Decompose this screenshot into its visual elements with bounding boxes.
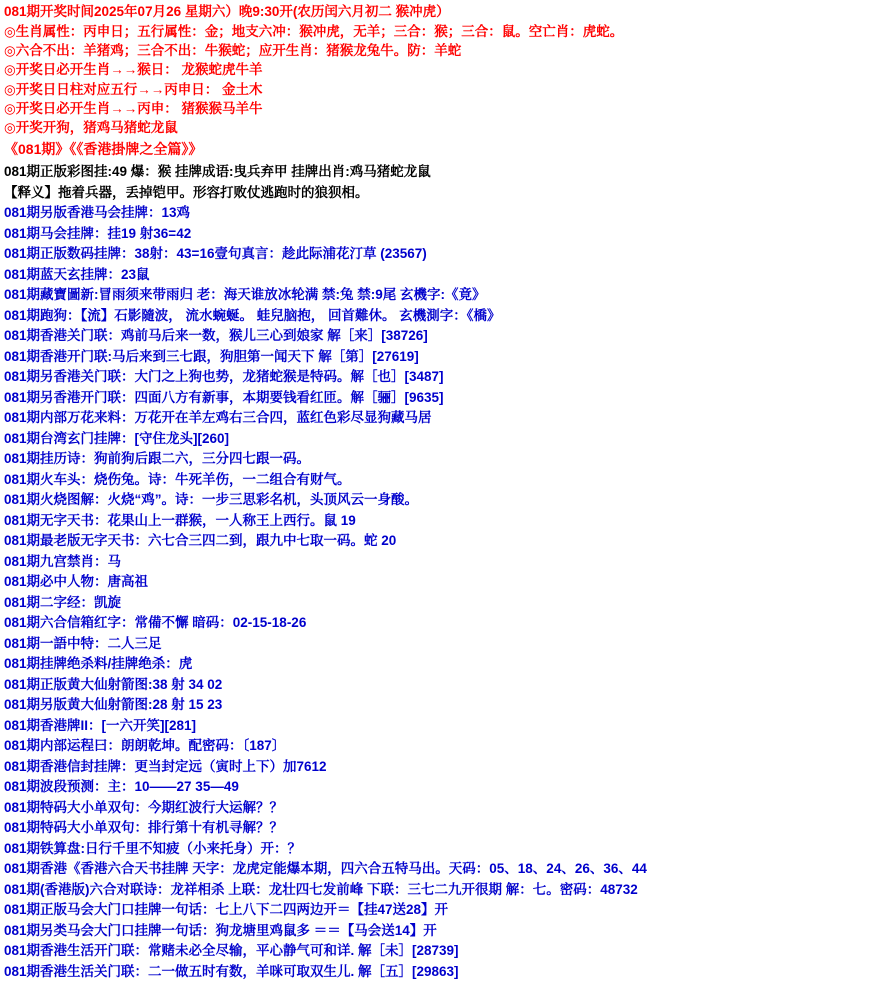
entry-line: 081期(香港版)六合对联诗：龙祥相杀 上联：龙壮四七发前峰 下联：三七二九开很期 解：七。密码：48732 (4, 881, 638, 897)
entry-line: 081期铁算盘:日行千里不知疲（小来托身）开：？ (4, 840, 302, 856)
entry-line: 081期台湾玄门挂牌：[守住龙头][260] (4, 430, 230, 446)
header-row-3: ◎开奖日日柱对应五行→→丙申日： 金土木 (4, 81, 263, 97)
entry-line: 081期特码大小单双句：排行第十有机寻解？？ (4, 820, 284, 836)
entry-line: 081期内部运程曰：朗朗乾坤。配密码：〔187〕 (4, 738, 286, 754)
entry-line: 081期挂牌绝杀料/挂牌绝杀：虎 (4, 656, 193, 672)
entry-line: 081期二字经：凯旋 (4, 594, 122, 610)
entry-line: 081期香港《香港六合天书挂牌 天字：龙虎定能爆本期，四六合五特马出。天码：05、18、24、26、36、44 (4, 861, 647, 877)
entry-line: 081期另类马会大门口挂牌一句话：狗龙塘里鸡鼠多 ＝＝【马会送14】开 (4, 922, 437, 938)
entry-line: 081期正版马会大门口挂牌一句话：七上八下二四两边开＝【挂47送28】开 (4, 902, 449, 918)
entry-line: 081期必中人物：唐高祖 (4, 574, 149, 590)
entry-line: 081期蓝天玄挂牌：23鼠 (4, 266, 150, 282)
entry-line: 081期另版黄大仙射箭图:28 射 15 23 (4, 697, 223, 713)
header-row-0: ◎生肖属性：丙申日；五行属性：金；地支六冲：猴冲虎，无羊；三合：猴；三合：鼠。空亡肖：虎蛇。 (4, 24, 624, 39)
entry-line: 081期另版香港马会挂牌：13鸡 (4, 205, 191, 221)
entry-line: 081期一語中特：二人三足 (4, 635, 162, 651)
entry-line: 081期香港生活开门联：常赌未必全尽输，平心静气可和详. 解［未］[28739] (4, 943, 459, 959)
entry-line: 081期最老版无字天书：六七合三四二到，跟九中七取一码。蛇 20 (4, 533, 397, 549)
header-row-1: ◎六合不出：羊猪鸡；三合不出：牛猴蛇；应开生肖：猪猴龙兔牛。防：羊蛇 (4, 43, 462, 59)
entry-line: 081期香港信封挂牌：更当封定远（寅时上下）加7612 (4, 758, 327, 774)
entry-line: 081期内部万花来料：万花开在羊左鸡右三合四，蓝红色彩尽显狗藏马居 (4, 410, 432, 426)
entry-line: 081期九宫禁肖：马 (4, 553, 122, 569)
entry-line: 081期香港开门联:马后来到三七跟，狗胆第一闻天下 解［第］[27619] (4, 348, 419, 364)
entry-line: 081期正版黄大仙射箭图:38 射 34 02 (4, 676, 223, 692)
entry-line: 081期火车头：烧伤兔。诗：牛死羊伤，一二组合有财气。 (4, 471, 351, 487)
entry-line: 081期无字天书：花果山上一群猴，一人称王上西行。鼠 19 (4, 512, 356, 528)
entry-line: 081期火烧图解：火烧“鸡”。诗：一步三思彩名机，头顶风云一身酸。 (4, 492, 419, 508)
entry-line: 081期正版数码挂牌：38射：43=16壹句真言：趁此际浦花汀草 (23567) (4, 246, 427, 262)
entry-line: 【释义】拖着兵器，丢掉铠甲。形容打败仗逃跑时的狼狈相。 (4, 184, 369, 200)
entry-line: 081期特码大小单双句：今期红波行大运解？？ (4, 799, 284, 815)
draw-time-header: 081期开奖时间2025年07月26 星期六）晚9:30开(农历闰六月初二 猴冲虎） (4, 4, 450, 19)
entry-line: 081期马会挂牌：挂19 射36=42 (4, 225, 192, 241)
entry-line: 081期香港牌II：[一六开笑][281] (4, 717, 197, 733)
entry-line: 081期香港生活关门联：二一做五时有数，羊咪可取双生儿. 解［五］[29863] (4, 963, 459, 979)
entry-line: 081期正版彩图挂:49 爆：猴 挂牌成语:曳兵弃甲 挂牌出肖:鸡马猪蛇龙鼠 (4, 164, 431, 180)
section-title: 《081期》《《香港掛牌之全篇》》 (4, 141, 203, 158)
header-row-5: ◎开奖开狗，猪鸡马猪蛇龙鼠 (4, 120, 178, 136)
entry-line: 081期跑狗：【流】石影隨波， 流水蜿蜒。 蛙兒脑抱， 回首難休。 玄機測字：《橋》 (4, 307, 501, 323)
header-row-2: ◎开奖日必开生肖→→猴日： 龙猴蛇虎牛羊 (4, 62, 263, 78)
entry-line: 081期另香港开门联：四面八方有新事，本期要钱看红匝。解［骊］[9635] (4, 389, 444, 405)
header-row-4: ◎开奖日必开生肖→→丙申： 猪猴猴马羊牛 (4, 100, 263, 116)
entry-line: 081期波段预测：主：10——27 35—49 (4, 779, 239, 795)
entry-line: 081期香港关门联：鸡前马后来一数，猴儿三心到娘家 解［来］[38726] (4, 328, 428, 344)
entry-line: 081期另香港关门联：大门之上狗也势，龙猪蛇猴是特码。解［也］[3487] (4, 369, 444, 385)
entry-line: 081期藏寶圖新:冒雨须来带雨归 老：海天谁放冰轮满 禁:兔 禁:9尾 玄機字:《竟》 (4, 287, 486, 303)
entry-line: 081期六合信箱红字：常備不懈 暗码：02-15-18-26 (4, 615, 307, 631)
entry-line: 081期挂历诗：狗前狗后跟二六，三分四七跟一码。 (4, 451, 311, 467)
